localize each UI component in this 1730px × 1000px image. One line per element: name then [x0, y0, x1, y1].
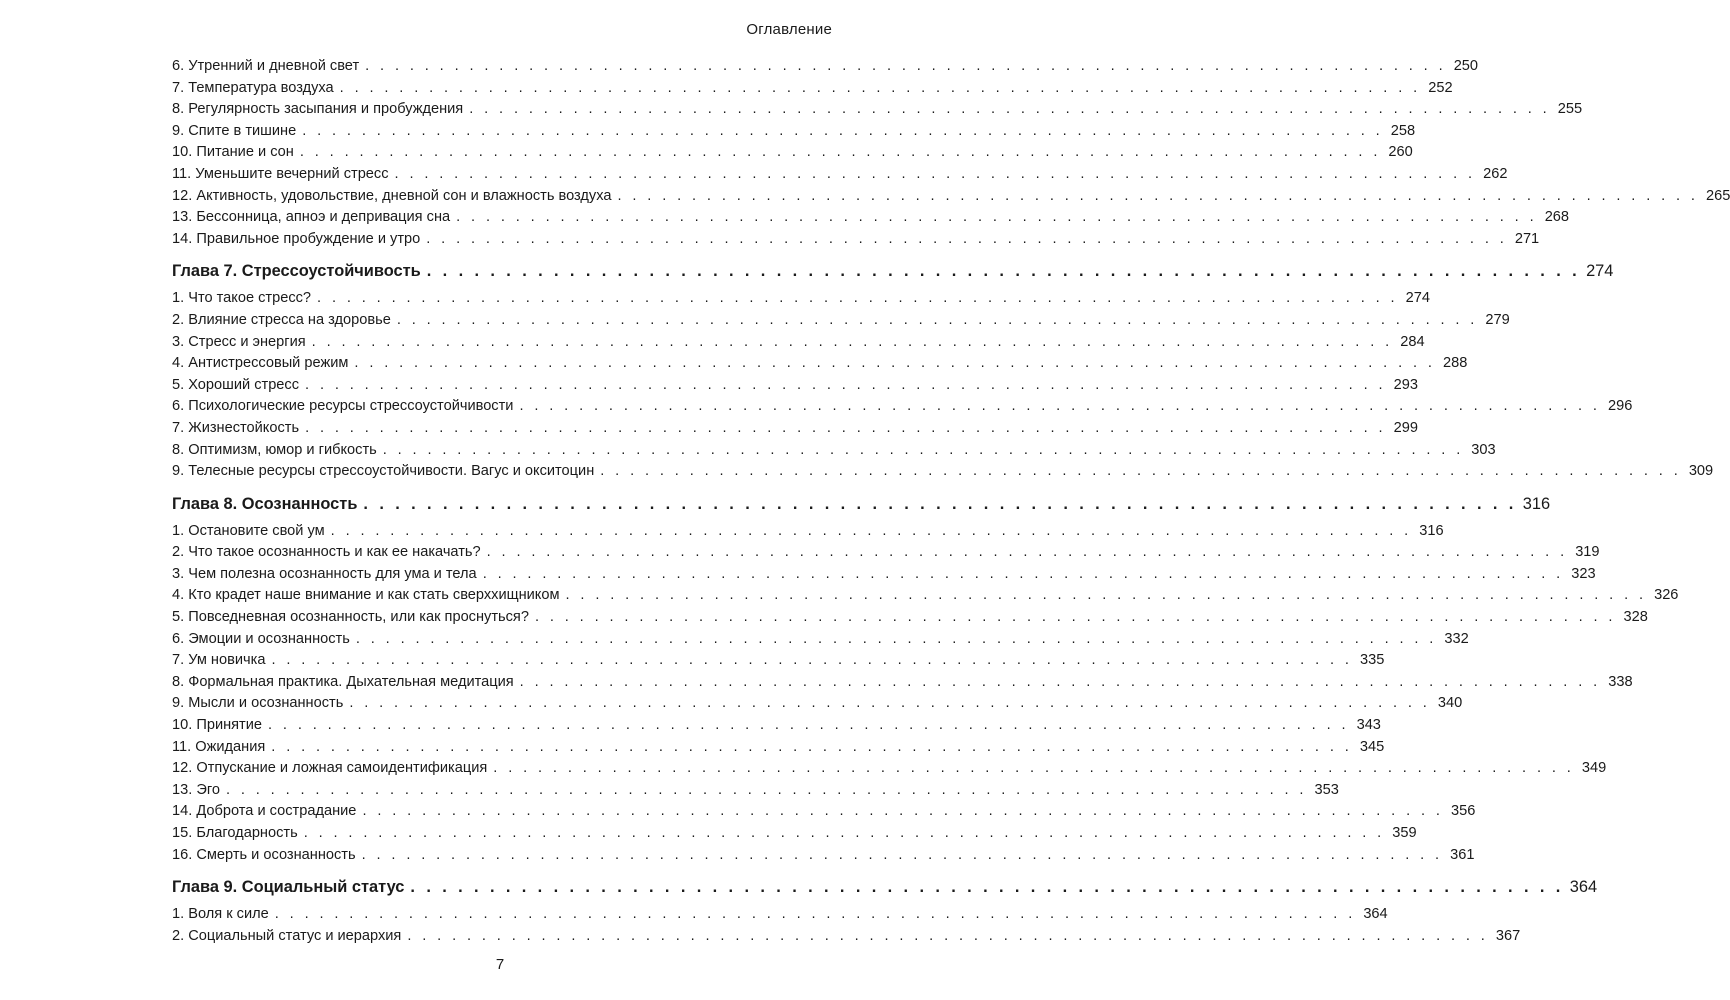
entry-page-number: 274 [1586, 262, 1614, 281]
dot-leader: . . . . . . . . . . . . . . . . . . . . . . . . . . . . . . . . . . . . . . . . . . . . . . . . . . . . . . . . . . . . . . . . . . . . . . . . . [303, 825, 1385, 841]
entry-page-number: 303 [1471, 441, 1496, 458]
toc-entry-row [172, 375, 1418, 397]
entry-title: 2. Социальный статус и иерархия [172, 927, 402, 944]
dot-leader: . . . . . . . . . . . . . . . . . . . . . . . . . . . . . . . . . . . . . . . . . . . . . . . . . . . . . . . . . . . . . . . . . . . . . . . . . [305, 419, 1386, 436]
toc-entry-row [172, 461, 1714, 483]
toc-entry-row [172, 629, 1469, 651]
dot-leader: . . . . . . . . . . . . . . . . . . . . . . . . . . . . . . . . . . . . . . . . . . . . . . . . . . . . . . . . . . . . . . . . . . . . . . . . . [299, 144, 1381, 161]
entry-title: 12. Активность, удовольствие, дневной сон и влажность воздуха [172, 187, 612, 204]
dot-leader: . . . . . . . . . . . . . . . . . . . . . . . . . . . . . . . . . . . . . . . . . . . . . . . . . . . . . . . . . . . . . . . . . . . . . . . . . [426, 230, 1508, 247]
dot-leader: . . . . . . . . . . . . . . . . . . . . . . . . . . . . . . . . . . . . . . . . . . . . . . . . . . . . . . . . . . . . . . . . . . . . . . . . . [426, 262, 1581, 281]
toc-chapter-row [172, 875, 1598, 899]
entry-page-number: 279 [1485, 311, 1510, 328]
toc-entry-row [172, 801, 1476, 823]
dot-leader: . . . . . . . . . . . . . . . . . . . . . . . . . . . . . . . . . . . . . . . . . . . . . . . . . . . . . . . . . . . . . . . . . . . . . . . . . [355, 630, 1437, 647]
running-header: Оглавление [746, 21, 832, 38]
entry-title: 13. Бессонница, апноэ и депривация сна [172, 209, 451, 226]
entry-title: 5. Повседневная осознанность, или как проснуться? [172, 609, 529, 626]
entry-page-number: 349 [1581, 760, 1607, 777]
page-number: 7 [495, 956, 505, 973]
entry-title: 14. Правильное пробуждение и утро [172, 230, 421, 247]
entry-title: 5. Хороший стресс [172, 376, 300, 393]
entry-title: 15. Благодарность [172, 825, 298, 841]
dot-leader: . . . . . . . . . . . . . . . . . . . . . . . . . . . . . . . . . . . . . . . . . . . . . . . . . . . . . . . . . . . . . . . . . . . . . . . . . [311, 333, 1393, 350]
dot-leader: . . . . . . . . . . . . . . . . . . . . . . . . . . . . . . . . . . . . . . . . . . . . . . . . . . . . . . . . . . . . . . . . . . . . . . . . . [382, 441, 1464, 458]
toc-entry-row [172, 99, 1583, 121]
entry-page-number: 364 [1363, 906, 1388, 923]
entry-title: 6. Утренний и дневной свет [172, 58, 360, 74]
toc-entry-row [172, 142, 1413, 164]
dot-leader: . . . . . . . . . . . . . . . . . . . . . . . . . . . . . . . . . . . . . . . . . . . . . . . . . . . . . . . . . . . . . . . . . . . . . . . . . [407, 927, 1489, 944]
dot-leader: . . . . . . . . . . . . . . . . . . . . . . . . . . . . . . . . . . . . . . . . . . . . . . . . . . . . . . . . . . . . . . . . . . . . . . . . . [565, 587, 1647, 604]
entry-page-number: 353 [1314, 781, 1339, 798]
entry-page-number: 288 [1442, 355, 1468, 372]
entry-title: 2. Влияние стресса на здоровье [172, 311, 391, 328]
entry-page-number: 299 [1393, 419, 1418, 436]
entry-title: 14. Доброта и сострадание [172, 803, 357, 820]
dot-leader: . . . . . . . . . . . . . . . . . . . . . . . . . . . . . . . . . . . . . . . . . . . . . . . . . . . . . . . . . . . . . . . . . . . . . . . . . [534, 609, 1616, 626]
toc-entry-row [172, 904, 1388, 926]
entry-title: 1. Воля к силе [172, 906, 269, 923]
entry-title: 3. Стресс и энергия [172, 333, 306, 350]
entry-title: 8. Регулярность засыпания и пробуждения [172, 101, 464, 118]
entry-page-number: 255 [1557, 101, 1583, 118]
toc-entry-row [172, 780, 1339, 802]
toc-entry-row [172, 823, 1417, 845]
toc-entry-row [172, 353, 1468, 375]
toc-entry-row [172, 715, 1381, 737]
dot-leader: . . . . . . . . . . . . . . . . . . . . . . . . . . . . . . . . . . . . . . . . . . . . . . . . . . . . . . . . . . . . . . . . . . . . . . . . . [363, 494, 1517, 513]
entry-page-number: 359 [1392, 825, 1417, 841]
dot-leader: . . . . . . . . . . . . . . . . . . . . . . . . . . . . . . . . . . . . . . . . . . . . . . . . . . . . . . . . . . . . . . . . . . . . . . . . . [493, 760, 1575, 777]
entry-title: 9. Мысли и осознанность [172, 695, 344, 712]
dot-leader: . . . . . . . . . . . . . . . . . . . . . . . . . . . . . . . . . . . . . . . . . . . . . . . . . . . . . . . . . . . . . . . . . . . . . . . . . [317, 290, 1398, 307]
dot-leader: . . . . . . . . . . . . . . . . . . . . . . . . . . . . . . . . . . . . . . . . . . . . . . . . . . . . . . . . . . . . . . . . . . . . . . . . . [456, 209, 1538, 226]
entry-page-number: 262 [1483, 165, 1508, 182]
entry-title: 8. Формальная практика. Дыхательная медитация [172, 673, 514, 690]
entry-page-number: 265 [1706, 187, 1730, 204]
toc-entry-row [172, 121, 1416, 143]
entry-title: 10. Принятие [172, 717, 263, 734]
entry-page-number: 338 [1608, 673, 1633, 690]
toc-entry-row [172, 672, 1633, 694]
entry-page-number: 345 [1359, 738, 1385, 755]
chapter-title: Глава 8. Осознанность [172, 494, 358, 513]
entry-title: 6. Эмоции и осознанность [172, 630, 350, 647]
toc-chapter-row [172, 259, 1614, 283]
toc-entry-row [172, 607, 1648, 629]
entry-title: 8. Оптимизм, юмор и гибкость [172, 441, 377, 458]
entry-title: 2. Что такое осознанность и как ее накачать? [172, 544, 481, 561]
entry-title: 1. Что такое стресс? [172, 290, 312, 307]
dot-leader: . . . . . . . . . . . . . . . . . . . . . . . . . . . . . . . . . . . . . . . . . . . . . . . . . . . . . . . . . . . . . . . . . . . . . . . . . [271, 652, 1353, 669]
entry-title: 11. Ожидания [172, 738, 266, 755]
dot-leader: . . . . . . . . . . . . . . . . . . . . . . . . . . . . . . . . . . . . . . . . . . . . . . . . . . . . . . . . . . . . . . . . . . . . . . . . . [271, 738, 1353, 755]
entry-page-number: 316 [1522, 494, 1551, 513]
entry-title: 9. Телесные ресурсы стрессоустойчивости. Вагус и окситоцин [172, 463, 595, 480]
entry-title: 9. Спите в тишине [172, 122, 297, 139]
entry-title: 11. Уменьшите вечерний стресс [172, 165, 389, 182]
dot-leader: . . . . . . . . . . . . . . . . . . . . . . . . . . . . . . . . . . . . . . . . . . . . . . . . . . . . . . . . . . . . . . . . . . . . . . . . . [600, 463, 1682, 480]
dot-leader: . . . . . . . . . . . . . . . . . . . . . . . . . . . . . . . . . . . . . . . . . . . . . . . . . . . . . . . . . . . . . . . . . . . . . . . . . [365, 58, 1447, 74]
dot-leader: . . . . . . . . . . . . . . . . . . . . . . . . . . . . . . . . . . . . . . . . . . . . . . . . . . . . . . . . . . . . . . . . . . . . . . . . . [361, 846, 1443, 863]
entry-title: 7. Температура воздуха [172, 79, 334, 96]
entry-page-number: 340 [1437, 695, 1463, 712]
toc-entry-row [172, 396, 1633, 418]
entry-page-number: 364 [1569, 878, 1598, 897]
entry-title: 4. Антистрессовый режим [172, 355, 349, 372]
entry-page-number: 316 [1419, 522, 1444, 539]
entry-title: 1. Остановите свой ум [172, 522, 325, 539]
toc-entry-row [172, 229, 1540, 251]
entry-page-number: 332 [1444, 630, 1469, 647]
toc-entry-row [172, 845, 1475, 867]
toc-entry-row [172, 164, 1508, 186]
toc-entry-row [172, 418, 1418, 440]
toc-entry-row [172, 542, 1600, 564]
entry-page-number: 252 [1428, 79, 1453, 96]
dot-leader: . . . . . . . . . . . . . . . . . . . . . . . . . . . . . . . . . . . . . . . . . . . . . . . . . . . . . . . . . . . . . . . . . . . . . . . . . [482, 565, 1564, 582]
entry-page-number: 367 [1495, 927, 1521, 944]
entry-title: 12. Отпускание и ложная самоидентификация [172, 760, 488, 777]
dot-leader: . . . . . . . . . . . . . . . . . . . . . . . . . . . . . . . . . . . . . . . . . . . . . . . . . . . . . . . . . . . . . . . . . . . . . . . . . [339, 79, 1421, 96]
dot-leader: . . . . . . . . . . . . . . . . . . . . . . . . . . . . . . . . . . . . . . . . . . . . . . . . . . . . . . . . . . . . . . . . . . . . . . . . . [617, 187, 1699, 204]
entry-page-number: 271 [1514, 230, 1540, 247]
toc-entry-row [172, 521, 1444, 543]
dot-leader: . . . . . . . . . . . . . . . . . . . . . . . . . . . . . . . . . . . . . . . . . . . . . . . . . . . . . . . . . . . . . . . . . . . . . . . . . [469, 101, 1551, 118]
toc-entry-row [172, 926, 1521, 948]
chapter-title: Глава 9. Социальный статус [172, 878, 405, 897]
toc-entry-row [172, 693, 1463, 715]
entry-page-number: 260 [1388, 144, 1413, 161]
toc-entry-row [172, 758, 1607, 780]
entry-page-number: 326 [1654, 587, 1679, 604]
dot-leader: . . . . . . . . . . . . . . . . . . . . . . . . . . . . . . . . . . . . . . . . . . . . . . . . . . . . . . . . . . . . . . . . . . . . . . . . . [330, 522, 1412, 539]
dot-leader: . . . . . . . . . . . . . . . . . . . . . . . . . . . . . . . . . . . . . . . . . . . . . . . . . . . . . . . . . . . . . . . . . . . . . . . . . [486, 544, 1568, 561]
dot-leader: . . . . . . . . . . . . . . . . . . . . . . . . . . . . . . . . . . . . . . . . . . . . . . . . . . . . . . . . . . . . . . . . . . . . . . . . . [268, 717, 1349, 734]
chapter-title: Глава 7. Стрессоустойчивость [172, 262, 421, 281]
entry-page-number: 323 [1571, 565, 1596, 582]
dot-leader: . . . . . . . . . . . . . . . . . . . . . . . . . . . . . . . . . . . . . . . . . . . . . . . . . . . . . . . . . . . . . . . . . . . . . . . . . [394, 165, 1476, 182]
dot-leader: . . . . . . . . . . . . . . . . . . . . . . . . . . . . . . . . . . . . . . . . . . . . . . . . . . . . . . . . . . . . . . . . . . . . . . . . . [225, 781, 1307, 798]
dot-leader: . . . . . . . . . . . . . . . . . . . . . . . . . . . . . . . . . . . . . . . . . . . . . . . . . . . . . . . . . . . . . . . . . . . . . . . . . [396, 311, 1478, 328]
dot-leader: . . . . . . . . . . . . . . . . . . . . . . . . . . . . . . . . . . . . . . . . . . . . . . . . . . . . . . . . . . . . . . . . . . . . . . . . . [349, 695, 1431, 712]
toc-entry-row [172, 78, 1453, 100]
entry-page-number: 258 [1390, 122, 1416, 139]
entry-title: 7. Жизнестойкость [172, 419, 300, 436]
entry-title: 6. Психологические ресурсы стрессоустойчивости [172, 398, 514, 415]
dot-leader: . . . . . . . . . . . . . . . . . . . . . . . . . . . . . . . . . . . . . . . . . . . . . . . . . . . . . . . . . . . . . . . . . . . . . . . . . [354, 355, 1436, 372]
dot-leader: . . . . . . . . . . . . . . . . . . . . . . . . . . . . . . . . . . . . . . . . . . . . . . . . . . . . . . . . . . . . . . . . . . . . . . . . . [410, 878, 1564, 897]
dot-leader: . . . . . . . . . . . . . . . . . . . . . . . . . . . . . . . . . . . . . . . . . . . . . . . . . . . . . . . . . . . . . . . . . . . . . . . . . [305, 376, 1386, 393]
entry-title: 13. Эго [172, 781, 220, 798]
entry-page-number: 356 [1451, 803, 1476, 820]
entry-page-number: 309 [1688, 463, 1714, 480]
dot-leader: . . . . . . . . . . . . . . . . . . . . . . . . . . . . . . . . . . . . . . . . . . . . . . . . . . . . . . . . . . . . . . . . . . . . . . . . . [519, 673, 1601, 690]
entry-title: 4. Кто крадет наше внимание и как стать сверххищником [172, 587, 560, 604]
entry-page-number: 250 [1453, 58, 1479, 74]
toc-entry-row [172, 56, 1479, 78]
toc-entry-row [172, 440, 1496, 462]
toc-entry-row [172, 186, 1730, 208]
entry-page-number: 328 [1623, 609, 1648, 626]
toc-chapter-row [172, 492, 1551, 516]
entry-page-number: 268 [1544, 209, 1570, 226]
toc-entry-row [172, 207, 1570, 229]
entry-page-number: 335 [1360, 652, 1385, 669]
entry-page-number: 274 [1405, 290, 1430, 307]
entry-title: 10. Питание и сон [172, 144, 294, 161]
entry-page-number: 361 [1450, 846, 1475, 863]
entry-page-number: 319 [1575, 544, 1600, 561]
toc-entry-row [172, 737, 1385, 759]
toc-entry-row [172, 310, 1510, 332]
toc-entry-row [172, 585, 1679, 607]
entry-page-number: 284 [1400, 333, 1425, 350]
toc-entry-row [172, 288, 1430, 310]
dot-leader: . . . . . . . . . . . . . . . . . . . . . . . . . . . . . . . . . . . . . . . . . . . . . . . . . . . . . . . . . . . . . . . . . . . . . . . . . [362, 803, 1444, 820]
entry-page-number: 296 [1608, 398, 1633, 415]
dot-leader: . . . . . . . . . . . . . . . . . . . . . . . . . . . . . . . . . . . . . . . . . . . . . . . . . . . . . . . . . . . . . . . . . . . . . . . . . [302, 122, 1384, 139]
entry-title: 7. Ум новичка [172, 652, 266, 669]
entry-title: 16. Смерть и осознанность [172, 846, 356, 863]
toc-entry-row [172, 332, 1425, 354]
dot-leader: . . . . . . . . . . . . . . . . . . . . . . . . . . . . . . . . . . . . . . . . . . . . . . . . . . . . . . . . . . . . . . . . . . . . . . . . . [274, 906, 1356, 923]
entry-page-number: 293 [1393, 376, 1418, 393]
dot-leader: . . . . . . . . . . . . . . . . . . . . . . . . . . . . . . . . . . . . . . . . . . . . . . . . . . . . . . . . . . . . . . . . . . . . . . . . . [519, 398, 1601, 415]
entry-title: 3. Чем полезна осознанность для ума и тела [172, 565, 477, 582]
toc-entry-row [172, 564, 1596, 586]
toc-entry-row [172, 650, 1385, 672]
entry-page-number: 343 [1356, 717, 1381, 734]
table-of-contents [172, 56, 1730, 947]
